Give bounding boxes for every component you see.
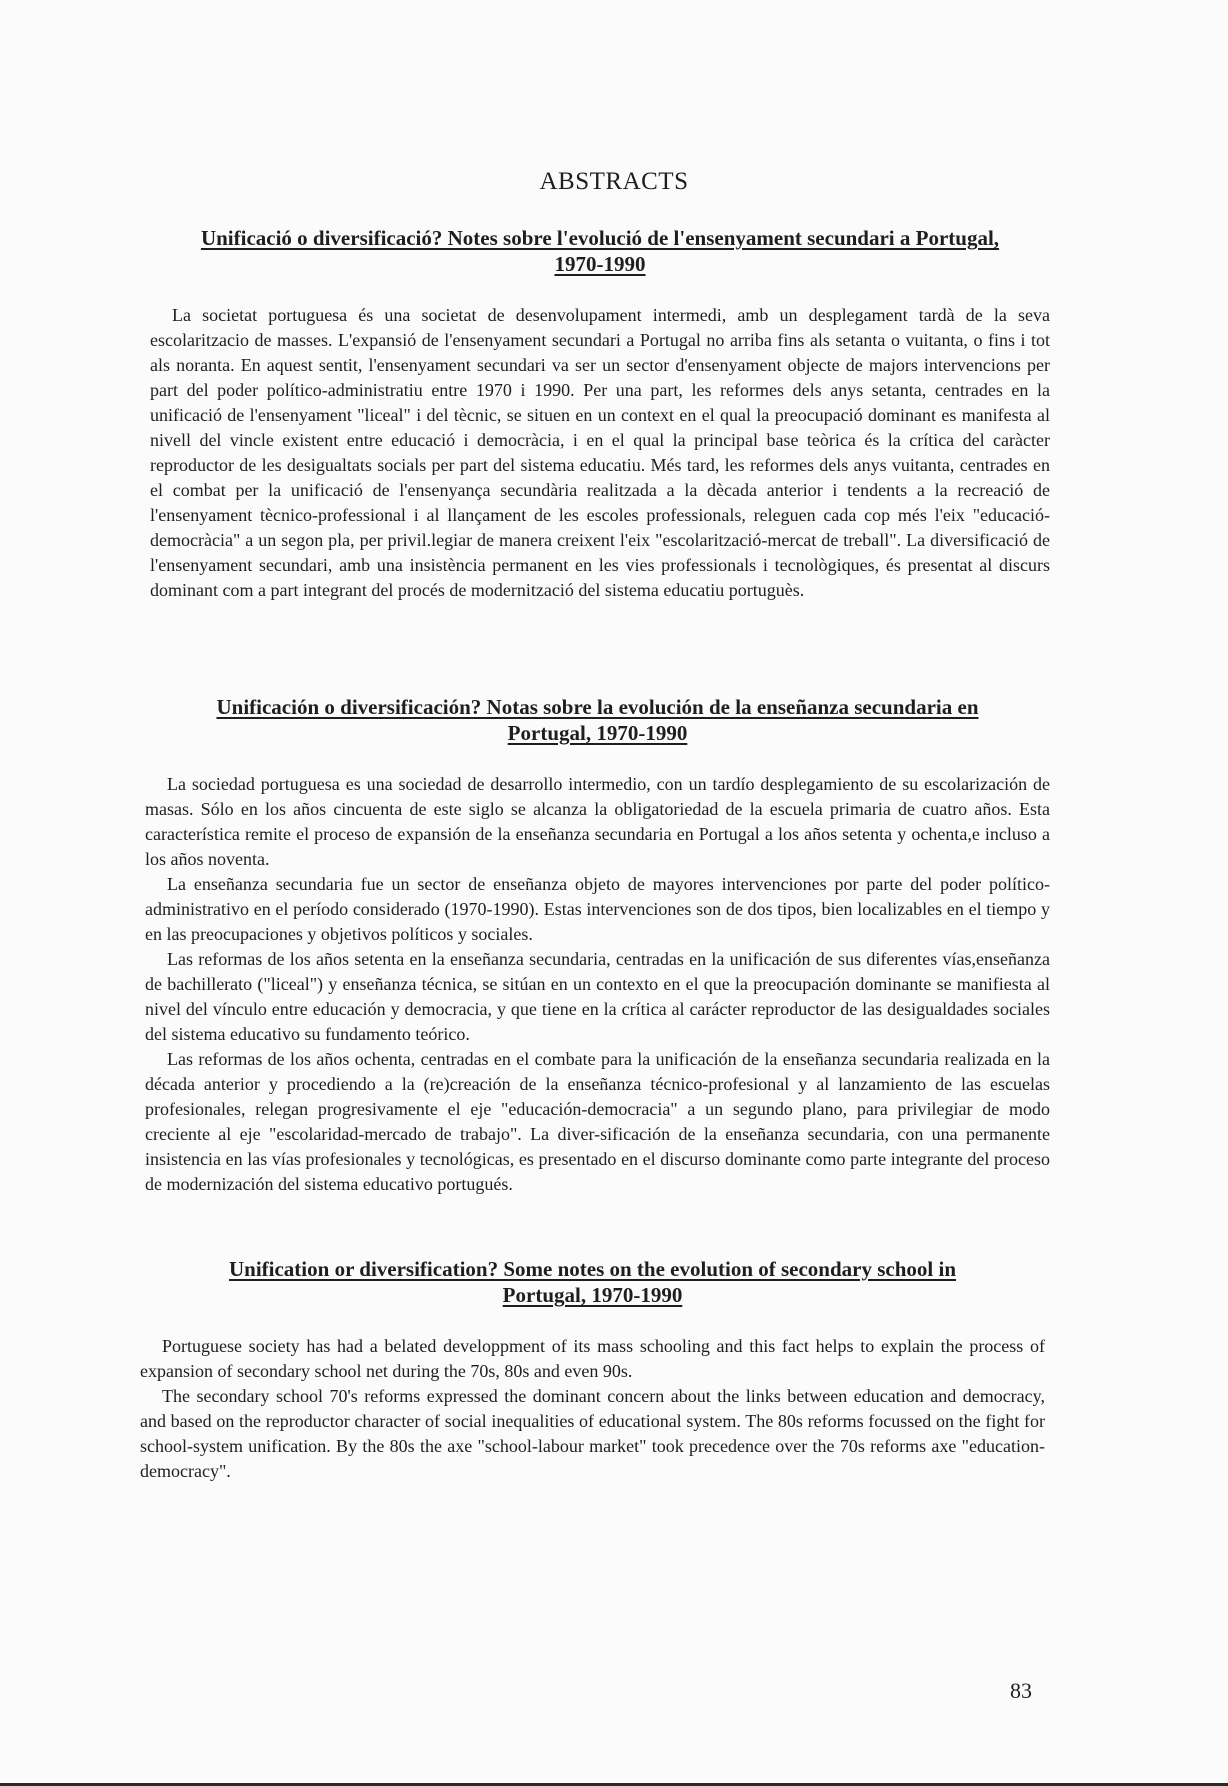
paragraph: The secondary school 70's reforms expressed the dominant concern about the links between education and democracy, and based on the reproductor character of social inequalities of educational system. The 80s reforms focussed on the fight for school-system unification. By the 80s the axe "school-labour market" took precedence over the 70s reforms axe "education-democracy". (140, 1386, 1045, 1481)
abstract-english-heading (140, 1256, 1045, 1308)
heading-line: Unificación o diversificación? Notas sobre la evolución de la enseñanza secundaria en (216, 695, 979, 719)
abstract-spanish-body (145, 772, 1050, 1197)
heading-line: Portugal, 1970-1990 (502, 1283, 683, 1307)
heading-line: 1970-1990 (554, 252, 646, 276)
abstract-catalan-heading (150, 225, 1050, 277)
paragraph: La sociedad portuguesa es una sociedad de desarrollo intermedio, con un tardío desplegamiento de su escolarización de masas. Sólo en los años cincuenta de este siglo se alcanza la obligatoriedad de la escuela primaria de cuatro años. Esta característica remite el proceso de expansión de la enseñanza secundaria en Portugal a los años setenta y ochenta,e incluso a los años noventa. (145, 774, 1050, 869)
abstract-english (140, 1256, 1045, 1484)
abstract-catalan-body (150, 303, 1050, 603)
abstract-catalan (150, 225, 1050, 603)
heading-line: Portugal, 1970-1990 (507, 721, 688, 745)
paragraph: Las reformas de los años setenta en la enseñanza secundaria, centradas en la unificación de sus diferentes vías,enseñanza de bachillerato ("liceal") y enseñanza técnica, se sitúan en un contexto en el que la preocupación dominante se manifiesta al nivel del vínculo entre educación y democracia, y que tiene en la crítica al carácter reproductor de las desigualdades sociales del sistema educativo su fundamento teórico. (145, 949, 1050, 1044)
paragraph: Las reformas de los años ochenta, centradas en el combate para la unificación de la enseñanza secundaria realizada en la década anterior y procediendo a la (re)creación de la enseñanza técnico-profesional y al lanzamiento de las escuelas profesionales, relegan progresivamente el eje "educación-democracia" a un segundo plano, para privilegiar de modo creciente al eje "escolaridad-mercado de trabajo". La diver-sificación de la enseñanza secundaria, con una permanente insistencia en las vías profesionales y tecnológicas, es presentado en el discurso dominante como parte integrante del proceso de modernización del sistema educativo portugués. (145, 1049, 1050, 1194)
paragraph: Portuguese society has had a belated developpment of its mass schooling and this fact helps to explain the process of expansion of secondary school net during the 70s, 80s and even 90s. (140, 1336, 1045, 1381)
page-number: 83 (1010, 1678, 1032, 1703)
abstract-english-body (140, 1334, 1045, 1484)
abstract-spanish-heading (145, 694, 1050, 746)
heading-line: Unificació o diversificació? Notes sobre l'evolució de l'ensenyament secundari a Portugal, (200, 226, 1000, 250)
abstract-spanish (145, 694, 1050, 1197)
page-title: ABSTRACTS (539, 168, 689, 195)
heading-line: Unification or diversification? Some notes on the evolution of secondary school in (228, 1257, 957, 1281)
paragraph: La societat portuguesa és una societat de desenvolupament intermedi, amb un desplegament tardà de la seva escolaritzacio de masses. L'expansió de l'ensenyament secundari a Portugal no arriba fins als setanta o vuitanta, o fins i tot als noranta. En aquest sentit, l'ensenyament secundari va ser un sector d'ensenyament objecte de majors intervencions per part del poder político-administratiu entre 1970 i 1990. Per una part, les reformes dels anys setanta, centrades en la unificació de l'ensenyament "liceal" i del tècnic, se situen en un context en el qual la preocupació dominant es manifesta al nivell del vincle existent entre educació i democràcia, i en el qual la principal base teòrica és la crítica del caràcter reproductor de les desigualtats socials per part del sistema educatiu. Més tard, les reformes dels anys vuitanta, centrades en el combat per la unificació de l'ensenyança secundària realitzada a la dècada anterior i tendents a la recreació de l'ensenyament tècnico-professional i al llançament de les escoles professionals, releguen cada cop més l'eix "educació-democràcia" a un segon pla, per privil.legiar de manera creixent l'eix "escolarització-mercat de treball". La diversificació de l'ensenyament secundari, amb una insistència permanent en les vies professionals i tecnològiques, és presentat al discurs dominant com a part integrant del procés de modernització del sistema educatiu portuguès. (150, 305, 1050, 600)
paragraph: La enseñanza secundaria fue un sector de enseñanza objeto de mayores intervenciones por parte del poder político-administrativo en el período considerado (1970-1990). Estas intervenciones son de dos tipos, bien localizables en el tiempo y en las preocupaciones y objetivos políticos y sociales. (145, 874, 1050, 944)
